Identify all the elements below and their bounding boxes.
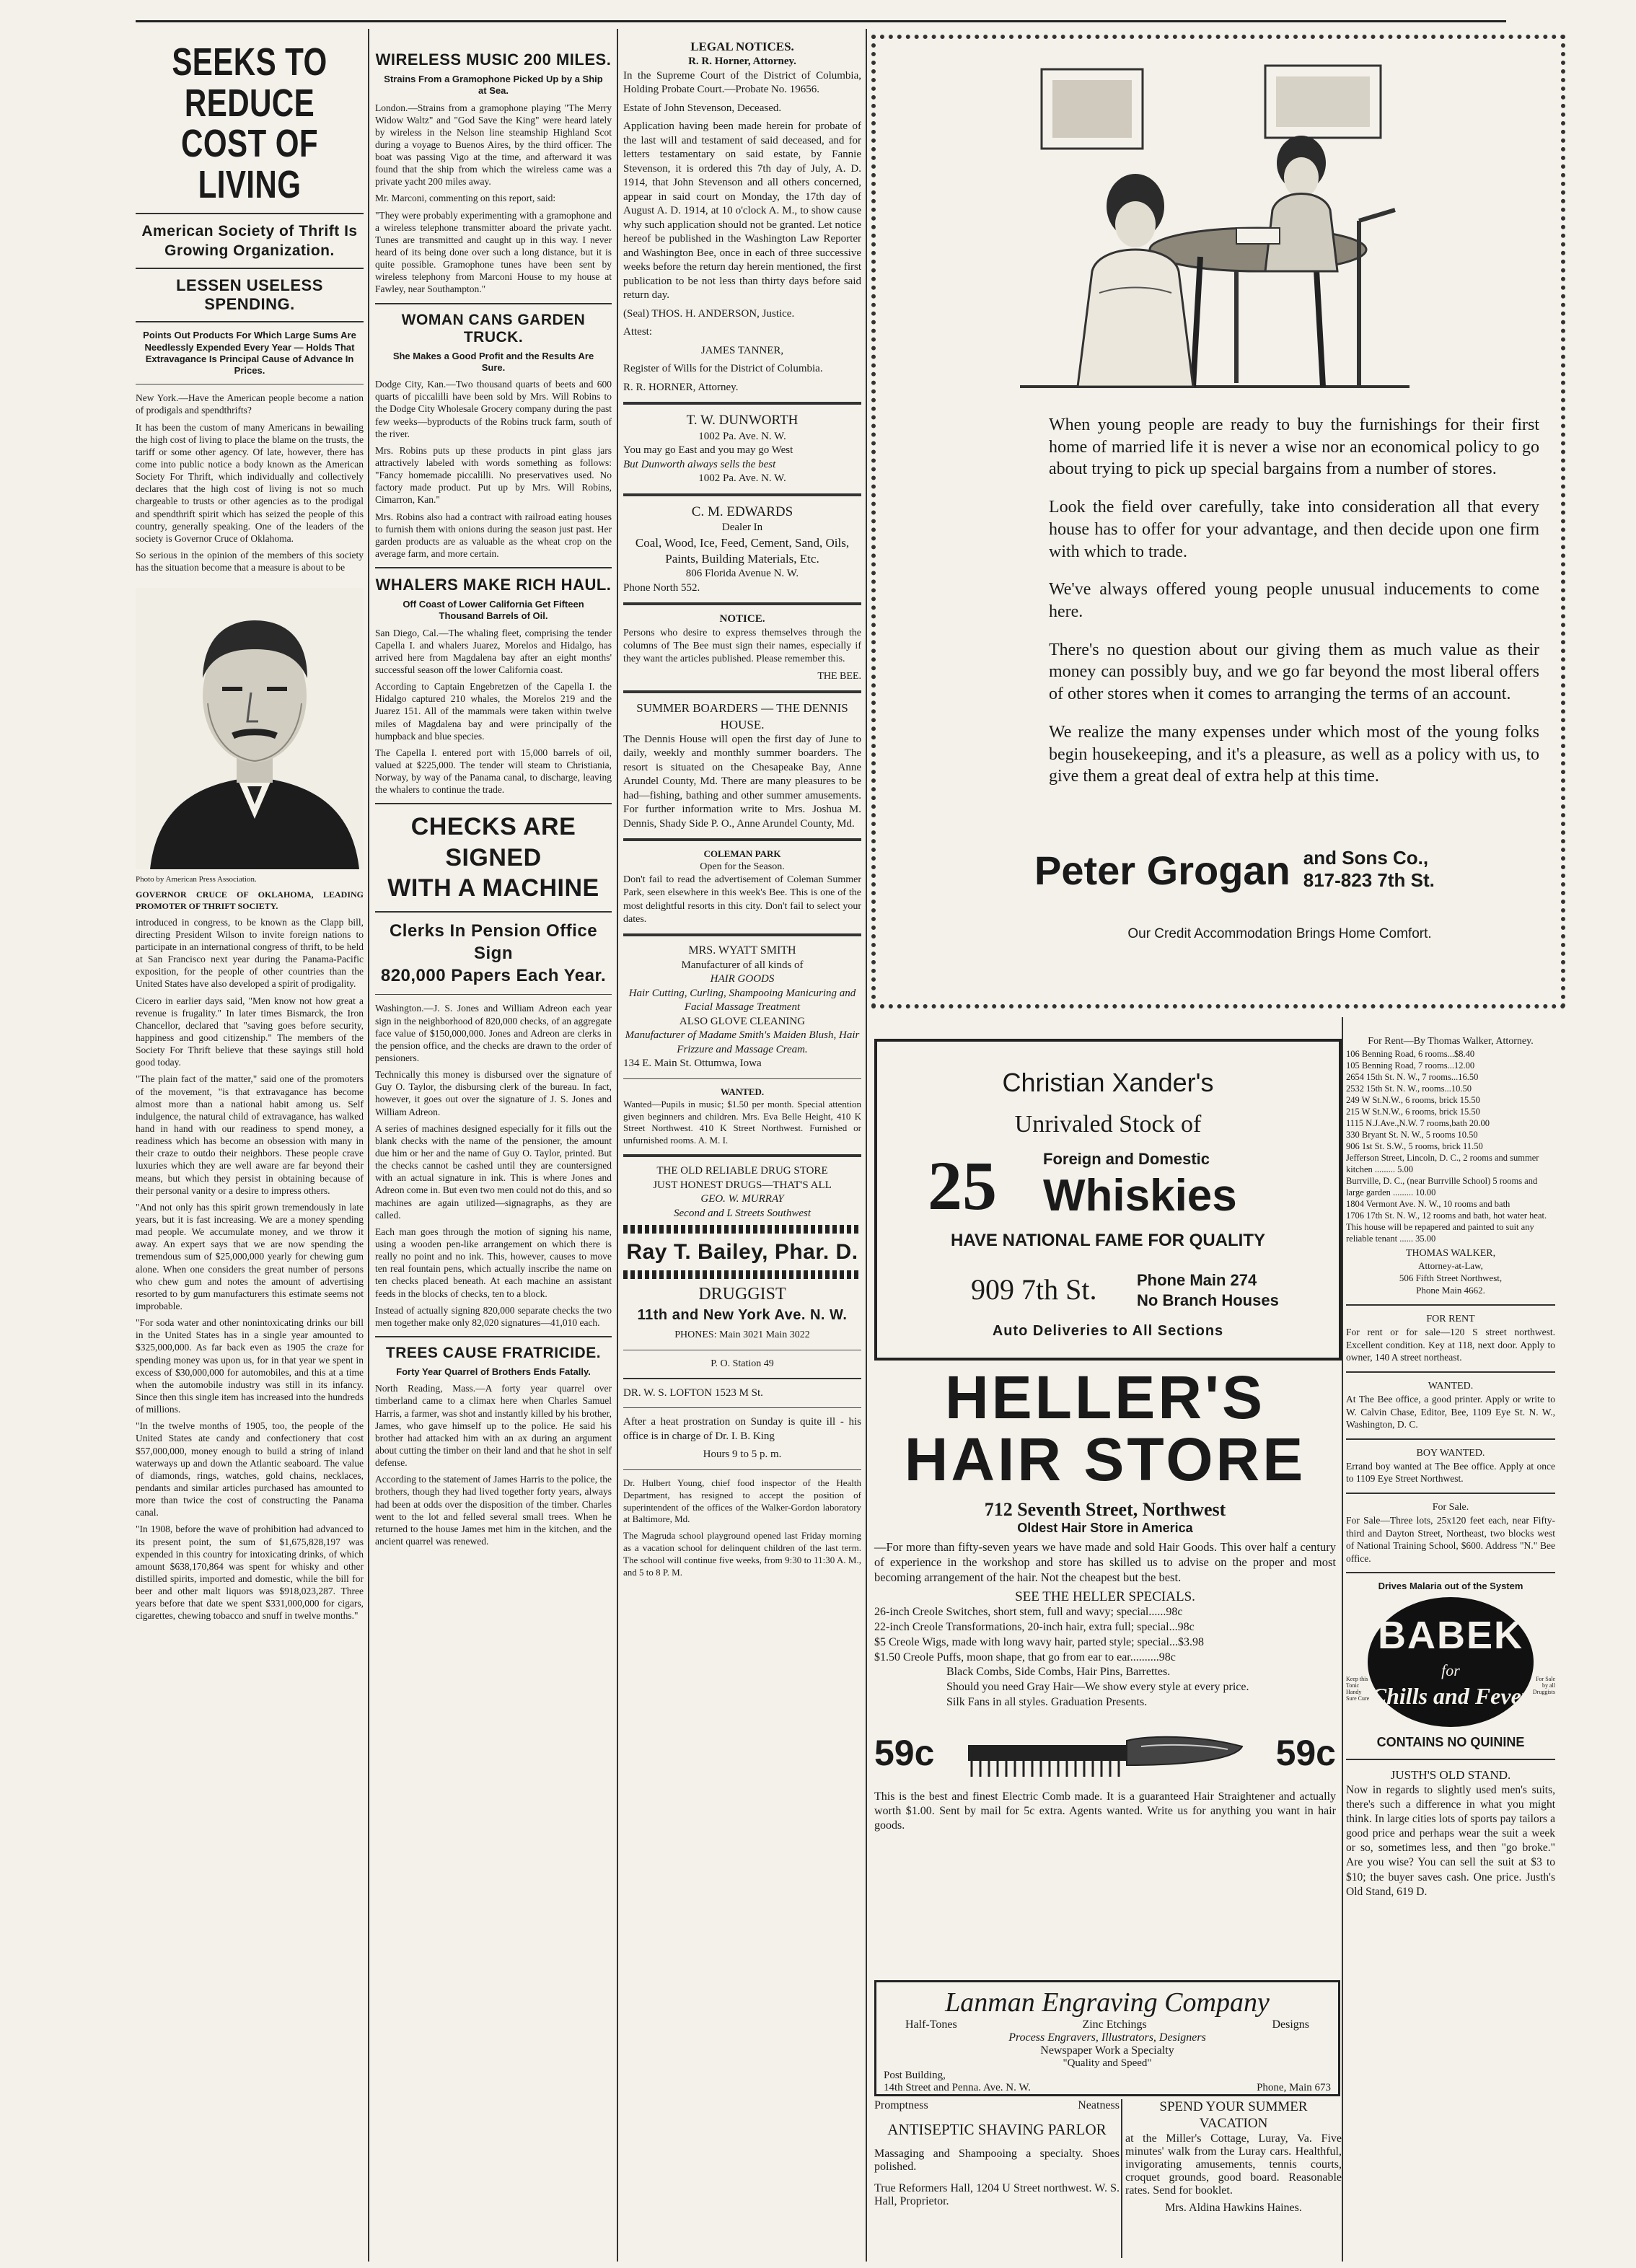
grogan-paragraph: We've always offered young people unusual inducements to come here. <box>1049 580 1539 622</box>
top-rule <box>136 20 1506 22</box>
xander-unrivaled: Unrivaled Stock of <box>1014 1111 1202 1138</box>
smith-address: 134 E. Main St. Ottumwa, Iowa <box>623 1058 762 1070</box>
heller-extra: Black Combs, Side Combs, Hair Pins, Barrettes. <box>946 1666 1171 1679</box>
rental-item: 105 Benning Road, 7 rooms...12.00 <box>1346 1060 1475 1071</box>
heller-ad <box>874 1363 1336 1973</box>
article-headline: WHALERS MAKE RICH HAUL. <box>375 576 612 594</box>
rental-item: Jefferson Street, Lincoln, D. C., 2 rooms and summer kitchen ......... 5.00 <box>1346 1153 1539 1175</box>
divider <box>1346 1759 1555 1760</box>
article-deck: Off Coast of Lower California Get Fifteen Thousand Barrels of Oil. <box>403 599 584 622</box>
vacation-body: at the Miller's Cottage, Luray, Va. Five minutes' walk from the Luray cars. Healthful, invigorating amusements, tennis courts, croquet grounds, good board. Reasonable rates. Send for booklet. <box>1125 2132 1342 2197</box>
divider <box>623 402 861 405</box>
bailey-address: 11th and New York Ave. N. W. <box>637 1307 848 1324</box>
article-subheadline: 820,000 Papers Each Year. <box>380 966 607 986</box>
wanted-heading: WANTED. <box>720 1086 765 1097</box>
subhead-2: LESSEN USELESS SPENDING. <box>176 276 323 314</box>
shave-address: True Reformers Hall, 1204 U Street northwest. W. S. Hall, Proprietor. <box>874 2182 1120 2208</box>
paragraph: "They were probably experimenting with a gramophone and a wireless telephone transmitter aboard the private yacht. Tunes are transmitted and caught up in this way. I never heard of its being done over such a long distance, but it is quite possible. Gramophone tunes have been sent by wireless telephony from Marconi House to my house at Fawley, near Southampton." <box>375 209 612 295</box>
shave-heading: ANTISEPTIC SHAVING PARLOR <box>887 2121 1107 2138</box>
drugstore-line: JUST HONEST DRUGS—THAT'S ALL <box>653 1179 832 1191</box>
bailey-name: Ray T. Bailey, Phar. D. <box>626 1240 858 1265</box>
grogan-paragraph: We realize the many expenses under which most of the young folks begin housekeeping, and it's a pleasure, as well as a policy with us, to give them a great deal of extra help at this time. <box>1049 722 1539 786</box>
boy-wanted-heading: BOY WANTED. <box>1416 1447 1485 1459</box>
paragraph: New York.—Have the American people become a nation of prodigals and spendthrifts? <box>136 392 364 416</box>
grogan-address: 817-823 7th St. <box>1303 869 1435 892</box>
article-headline: WOMAN CANS GARDEN TRUCK. <box>401 311 586 346</box>
boarders-heading: SUMMER BOARDERS — THE DENNIS HOUSE. <box>636 701 848 731</box>
paragraph: Cicero in earlier days said, "Men know not how great a revenue is frugality." In later times Bismarck, the Iron Chancellor, declared that "saving goes before security, happiness and good citizenship." The members of the Society For Thrift believe that these sayings still hold good today. <box>136 995 364 1068</box>
article-headline: WIRELESS MUSIC 200 MILES. <box>375 50 612 69</box>
headline-line-2: COST OF LIVING <box>181 122 318 207</box>
rental-item: 249 W St.N.W., 6 rooms, brick 15.50 <box>1346 1095 1480 1106</box>
paragraph: San Diego, Cal.—The whaling fleet, comprising the tender Capella I. and whalers Juarez, Morelos and Hidalgo, has arrived here from Magdalena bay after an eight months' successful season off the lower California coast. <box>375 627 612 675</box>
xander-foreign: Foreign and Domestic <box>1043 1150 1210 1168</box>
xander-fame: HAVE NATIONAL FAME FOR QUALITY <box>951 1231 1265 1250</box>
walker-address: 506 Fifth Street Northwest, <box>1399 1273 1503 1284</box>
rental-item: 1115 N.J.Ave.,N.W. 7 rooms,bath 20.00 <box>1346 1118 1490 1129</box>
paragraph: "For soda water and other nonintoxicating drinks our bill in the United States has in a single year amounted to $325,000,000. As far back even as 1905 the craze for spending money was upon us, for in that year we spent in excess of $30,000,000 for automobiles, and this at a time when the automobile industry was still in its infancy. Since then this single item has increased into the hundreds of millions. <box>136 1317 364 1415</box>
heller-comb-text: This is the best and finest Electric Comb made. It is a guaranteed Hair Straightener and actually worth $1.00. Sent by mail for 5c extra. Agents wanted. Write us for anything you want in hair goods. <box>874 1790 1336 1832</box>
dunworth-address-2: 1002 Pa. Ave. N. W. <box>698 472 786 485</box>
divider <box>136 321 364 322</box>
edwards-goods: Coal, Wood, Ice, Feed, Cement, Sand, Oils, Paints, Building Materials, Etc. <box>635 535 850 566</box>
heller-specials: SEE THE HELLER SPECIALS. <box>1015 1589 1195 1605</box>
smith-line: HAIR GOODS <box>710 973 775 985</box>
legal-court: In the Supreme Court of the District of Columbia, Holding Probate Court.—Probate No. 19656. <box>623 69 861 96</box>
rental-item: Burrville, D. C., (near Burrville School) 5 rooms and large garden ......... 10.00 <box>1346 1176 1538 1198</box>
divider <box>623 493 861 496</box>
lanman-service: Zinc Etchings <box>1082 2018 1147 2031</box>
smith-line: Manufacturer of Madame Smith's Maiden Blush, Hair Frizzure and Massage Cream. <box>625 1029 860 1055</box>
rental-item: 906 1st St. S.W., 5 rooms, brick 11.50 <box>1346 1141 1483 1152</box>
portrait-photo <box>136 588 364 869</box>
lofton-name: DR. W. S. LOFTON 1523 M St. <box>623 1386 763 1399</box>
bailey-po: P. O. Station 49 <box>711 1358 774 1369</box>
printer-wanted-body: At The Bee office, a good printer. Apply or write to W. Calvin Chase, Editor, Bee, 1109 Eye St. N. W., Washington, D. C. <box>1346 1394 1555 1430</box>
heller-name-2: HAIR STORE <box>904 1425 1306 1493</box>
vacation-ad <box>1125 2099 1342 2258</box>
rental-list <box>1346 1048 1555 1244</box>
paragraph: "And not only has this spirit grown tremendously in late years, but it is fast increasing. We are a money spending mad people. We accumulate money, and we throw it away. An expert says that we are now spending the tremendous sum of $25,000,000 yearly for chewing gum alone. When one considers the great number of persons who chew gum and notes the amount of advertising resorted to by gum manufacturers this estimate seems not improbable. <box>136 1201 364 1311</box>
smith-line: Manufacturer of all kinds of <box>681 959 804 971</box>
drugstore-line: THE OLD RELIABLE DRUG STORE <box>656 1165 828 1177</box>
heller-body: —For more than fifty-seven years we have made and sold Hair Goods. This over half a century of experience in the workshop and store has skilled us to advise on the proper and most becoming arrangement of the hair. Not the cheapest but the best. <box>874 1540 1336 1584</box>
paragraph: "In the twelve months of 1905, too, the people of the United States ate candy and confectionery that cost $57,000,000, money enough to build a string of inland waterways up and down the Atlantic seaboard. The value of diamonds, rings, watches, gold chains, necklaces, pendants and similar articles purchased has amounted to more than twice the cost of constructing the Panama canal. <box>136 1420 364 1518</box>
heller-extra: Should you need Gray Hair—We show every style at every price. <box>946 1681 1249 1694</box>
legal-tanner: JAMES TANNER, <box>700 344 784 356</box>
grogan-sons: and Sons Co., <box>1303 847 1429 869</box>
heller-oldest: Oldest Hair Store in America <box>1017 1521 1193 1536</box>
dunworth-address: 1002 Pa. Ave. N. W. <box>698 430 786 442</box>
column-rule <box>368 29 369 2262</box>
paragraph: Instead of actually signing 820,000 separate checks the two men together make only 82,020 signatures—41,010 each. <box>375 1304 612 1328</box>
sale-heading: For Sale. <box>1432 1501 1469 1513</box>
grogan-slogan: Our Credit Accommodation Brings Home Comfort. <box>1127 926 1432 941</box>
lanman-services <box>876 2018 1338 2031</box>
heller-price-right: 59c <box>1275 1732 1336 1773</box>
bailey-phones: PHONES: Main 3021 Main 3022 <box>674 1329 810 1341</box>
shave-body: Massaging and Shampooing a specialty. Shoes polished. <box>874 2148 1120 2174</box>
divider <box>375 303 612 304</box>
divider <box>623 838 861 841</box>
coleman-body: Don't fail to read the advertisement of Coleman Summer Park, seen elsewhere in this week's Bee. This is one of the most delightful resorts in this city. Don't fail to select your dates. <box>623 874 861 925</box>
paragraph: Mrs. Robins also had a contract with railroad eating houses to furnish them with onions during the season just past. Her garden products are as valuable as the wheat crop on the average farm, and more certain. <box>375 511 612 559</box>
paragraph: Mr. Marconi, commenting on this report, said: <box>375 193 556 204</box>
lanman-line: Newspaper Work a Specialty <box>1040 2044 1174 2057</box>
paragraph: North Reading, Mass.—A forty year quarrel over timberland came to a climax here when Charles Samuel Harris, a farmer, was shot and instantly killed by his brother, James, who gave himself up to the police. He said his brother had attacked him with an ax during an argument about cutting the timber on their land and that he shot in self defense. <box>375 1383 612 1469</box>
rental-item: 106 Benning Road, 6 rooms...$8.40 <box>1346 1049 1475 1060</box>
notice-body: Persons who desire to express themselves through the columns of The Bee must sign their names, especially if they want the articles published. Please remember this. <box>623 627 861 665</box>
paragraph: A series of machines designed especially for it fills out the blank checks with the name of the pensioner, the amount due him or her and the name of Guy O. Taylor, printed. But the checks cannot be cashed until they are countersigned with an actual signature in ink. This is where Jones and Adreon come in. But even two men could not do this, and so machines are again utilized—signagraphs, as they are called. <box>375 1122 612 1221</box>
babek-right-note: For Sale by all Druggists <box>1532 1676 1555 1695</box>
classifieds-column <box>1346 1035 1555 2262</box>
paragraph: According to Captain Engebretzen of the Capella I. the Hidalgo captured 210 whales, the Morelos 219 and the Juarez 151. All of the mammals were taken within twelve miles of Magdalena bay and were principally of the humpback and blue species. <box>375 681 612 742</box>
article-subheadline: Clerks In Pension Office Sign <box>389 920 598 964</box>
grogan-paragraph: Look the field over carefully, take into consideration all that every house has to offer for your advantage, and then decide upon one firm with which to trade. <box>1049 498 1539 561</box>
edwards-address: 806 Florida Avenue N. W. <box>685 568 799 580</box>
divider <box>375 803 612 804</box>
babek-ad <box>1346 1597 1555 1734</box>
xander-nobranch: No Branch Houses <box>1137 1291 1279 1309</box>
divider <box>136 268 364 269</box>
lanman-ad <box>874 1980 1340 2096</box>
divider <box>1346 1304 1555 1306</box>
rental-item: 1706 17th St. N. W., 12 rooms and bath, hot water heat. This house will be repapered and painted to suit any reliable tenant ...... 35.00 <box>1346 1210 1547 1244</box>
sale-body: For Sale—Three lots, 25x120 feet each, near Fifty-third and Dayton Street, Northeast, two blocks west of National Training School, $600. Address "N." Bee office. <box>1346 1515 1555 1564</box>
legal-heading: LEGAL NOTICES. <box>690 40 794 53</box>
vacation-heading: SPEND YOUR SUMMER VACATION <box>1159 2099 1308 2131</box>
walker-title: Attorney-at-Law, <box>1418 1260 1483 1272</box>
wanted-body: Wanted—Pupils in music; $1.50 per month. Special attention given beginners and children. Mrs. Eva Belle Height, 410 K Street Northwest. 410 K Street Northwest. Furnished or unfurnished rooms. A. M. I. <box>623 1098 861 1146</box>
divider <box>623 1078 861 1079</box>
heller-item: 22-inch Creole Transformations, 20-inch hair, extra full; special...98c <box>874 1621 1195 1634</box>
smith-line: ALSO GLOVE CLEANING <box>679 1015 806 1027</box>
divider <box>1346 1438 1555 1440</box>
paragraph: Dodge City, Kan.—Two thousand quarts of beets and 600 quarts of piccalilli have been sold by Mrs. Will Robins to the Dodge City Wholesale Grocery company during the past few weeks—byproducts of the Robins truck farm, south of the river. <box>375 379 612 439</box>
babek-top: Drives Malaria out of the System <box>1378 1581 1523 1592</box>
shave-tag: Neatness <box>1078 2099 1120 2111</box>
legal-horner: R. R. HORNER, Attorney. <box>623 381 739 393</box>
article-headline: CHECKS ARE SIGNED <box>410 813 576 871</box>
walker-phone: Phone Main 4662. <box>1416 1285 1485 1296</box>
divider <box>1346 1572 1555 1573</box>
smith-line: Hair Cutting, Curling, Shampooing Manicuring and Facial Massage Treatment <box>628 987 856 1014</box>
paragraph: It has been the custom of many Americans in bewailing the high cost of living to place the blame on the trusts, the tariff or some other agency. Of late, however, there has come into public notice a body known as the American Society For Thrift, which individually and collectively declares that the high cost of living is not so much chargeable to trusts or other agencies as to the prodigal and spendthrift spirit which has seized the people of this country, generally speaking. One of the leaders of the society is Governor Cruce of Oklahoma. <box>136 421 364 544</box>
lofton-hours: Hours 9 to 5 p. m. <box>703 1449 782 1461</box>
xander-phone: Phone Main 274 <box>1137 1271 1257 1289</box>
edwards-name: C. M. EDWARDS <box>691 504 793 519</box>
divider <box>136 213 364 214</box>
rental-item: 330 Bryant St. N. W., 5 rooms 10.50 <box>1346 1130 1478 1140</box>
forrent-heading: FOR RENT <box>1426 1314 1475 1325</box>
subhead-1a: American Society of Thrift Is <box>141 222 358 239</box>
column-1 <box>136 29 364 2262</box>
lanman-footer <box>876 2082 1338 2094</box>
babek-for: for <box>1441 1661 1460 1680</box>
article-headline: TREES CAUSE FRATRICIDE. <box>385 1344 602 1361</box>
coleman-heading: COLEMAN PARK <box>703 848 781 860</box>
lanman-phone: Phone, Main 673 <box>1257 2082 1331 2093</box>
ornament-bar <box>623 1270 861 1279</box>
paragraph: "In 1908, before the wave of prohibition had advanced to its present point, the sum of $1,675,828,197 was expended in this country for intoxicating drinks, of which amount $638,170,864 was spent for whisky and other distilled spirits, imported and domestic, while the bill for beer and other malt liquors was $918,023,287. Three years before that date we spent $331,000,000 for cigars, cigarettes, chewing tobacco and snuff in twelve months." <box>136 1524 364 1622</box>
lofton-body: After a heat prostration on Sunday is quite ill - his office is in charge of Dr. I. B. King <box>623 1416 861 1442</box>
shave-taglines <box>874 2099 1120 2112</box>
justh-heading: JUSTH'S OLD STAND. <box>1390 1767 1511 1782</box>
boarders-body: The Dennis House will open the first day of June to daily, weekly and monthly summer boarders. The resort is situated on the Chesapeake Bay, Anne Arundel County, Md. There are many pleasures to be had—fishing, bathing and other summer amusements. For further information write to Mrs. Joshua M. Dennis, Shady Side P. O., Anne Arundel County, Md. <box>623 733 861 830</box>
xander-number: 25 <box>928 1147 997 1224</box>
legal-body: Application having been made herein for probate of the last will and testament of said deceased, and for letters testamentary on said estate, by Fannie Stevenson, it is ordered this 7th day of July, A. D. 1914, that John Stevenson and all others concerned, appear in said court on Monday, the 17th day of August A. D. 1914, at 10 o'clock A. M., to show cause why such application should not be granted. Let notice hereof be published in the Washington Law Reporter and Washington Bee, once in each of three successive weeks before the return day herein mentioned, the first publication to be not less than thirty days before said return day. <box>623 120 861 302</box>
electric-comb-icon <box>961 1725 1249 1783</box>
walker-sign: THOMAS WALKER, <box>1405 1248 1496 1260</box>
lanman-line: Process Engravers, Illustrators, Designers <box>1008 2031 1206 2044</box>
divider <box>623 1378 861 1379</box>
grogan-paragraph: There's no question about our giving them as much value as their money can possibly buy, and we go far beyond the most liberal offers of other stores when it comes to arranging the terms of an account. <box>1049 640 1539 704</box>
heller-name-1: HELLER'S <box>944 1363 1265 1431</box>
xander-address: 909 7th St. <box>971 1273 1097 1306</box>
grogan-text <box>1049 414 1539 792</box>
divider <box>623 933 861 936</box>
heller-comb-row <box>874 1718 1336 1790</box>
divider <box>375 567 612 568</box>
grogan-paragraph: When young people are ready to buy the furnishings for their first home of married life it is never a wise nor an economical policy to go about trying to pick up special bargains from a number of stores. <box>1049 416 1539 479</box>
divider <box>1346 1493 1555 1494</box>
lanman-line: "Quality and Speed" <box>1063 2057 1152 2069</box>
walker-heading: For Rent—By Thomas Walker, Attorney. <box>1368 1036 1534 1047</box>
babek-chills: Chills and Fever <box>1371 1683 1531 1710</box>
parlor-scene <box>1020 55 1409 401</box>
heller-items <box>874 1605 1336 1665</box>
magruda-body: The Magruda school playground opened last Friday morning as a vacation school for delinquent children of the last term. The school will continue five weeks, from 9:30 to 11:30 A. M., and 5 to 8 P. M. <box>623 1530 861 1578</box>
paragraph: Mrs. Robins puts up these products in pint glass jars attractively labeled with words something as follows: "Fancy homemade piccalilli. No preservatives used. No factory made product. Put up by Mrs. Will Robins, Cimarron, Kan." <box>375 444 612 506</box>
article-deck: She Makes a Good Profit and the Results Are Sure. <box>392 350 594 373</box>
vacation-signature: Mrs. Aldina Hawkins Haines. <box>1165 2201 1302 2214</box>
rental-item: 2654 15th St. N. W., 7 rooms...16.50 <box>1346 1072 1479 1083</box>
column-rule <box>866 29 867 2262</box>
babek-name: BABEK <box>1377 1614 1523 1658</box>
divider <box>1346 1371 1555 1373</box>
justh-body: Now in regards to slightly used men's suits, there's such a difference in what you might think. In large cities lots of sports pay tailors a good price and perhaps wear the suit a week or so, sometimes less, and then "go broke." Are you wise? You can sell the suit at $3 to $10; the buyer saves cash. One price. Justh's Old Stand, 619 D. <box>1346 1783 1555 1898</box>
xander-ad <box>874 1039 1342 1361</box>
ornament-bar <box>623 1225 861 1234</box>
heller-price-left: 59c <box>874 1732 935 1773</box>
divider <box>623 1407 861 1408</box>
paragraph: Technically this money is disbursed over the signature of Guy O. Taylor, the disbursing clerk of the bureau. In fact, however, it goes out over the signature of J. S. Jones and William Adreon. <box>375 1069 612 1117</box>
lanman-service: Half-Tones <box>905 2018 957 2031</box>
dunworth-name: T. W. DUNWORTH <box>686 413 799 428</box>
forrent-body: For rent or for sale—120 S street northwest. Excellent condition. Key at 118, next door. Apply to owner, 140 A street northeast. <box>1346 1327 1555 1363</box>
lanman-service: Designs <box>1272 2018 1309 2031</box>
legal-estate: Estate of John Stevenson, Deceased. <box>623 102 782 114</box>
xander-auto: Auto Deliveries to All Sections <box>992 1323 1224 1339</box>
article-headline: WITH A MACHINE <box>387 874 599 902</box>
divider <box>375 911 612 913</box>
column-3 <box>623 29 861 2262</box>
portrait-illustration <box>136 588 364 869</box>
babek-left-note: Keep this Tonic Handy Sure Cure <box>1346 1676 1370 1702</box>
coleman-sub: Open for the Season. <box>700 861 785 872</box>
legal-attorney: R. R. Horner, Attorney. <box>688 56 796 68</box>
divider <box>623 1469 861 1470</box>
headline-line-1: SEEKS TO REDUCE <box>172 40 327 125</box>
heller-address: 712 Seventh Street, Northwest <box>984 1499 1226 1521</box>
notice-heading: NOTICE. <box>719 613 765 625</box>
legal-register: Register of Wills for the District of Columbia. <box>623 363 823 375</box>
dunworth-body: You may go East and you may go West <box>623 444 793 457</box>
dunworth-body-2: But Dunworth always sells the best <box>623 458 776 470</box>
grogan-signature <box>1034 847 1539 894</box>
paragraph: London.—Strains from a gramophone playing "The Merry Widow Waltz" and "God Save the King" were heard lately by wireless in the Nelson line steamship Highland Scot during a voyage to Buenos Aires, by the third officer. The boat was passing Vigo at the time, and afterward it was found that the ship from which the wireless came was a private yacht 200 miles away. <box>375 102 612 188</box>
grogan-name: Peter Grogan <box>1034 848 1290 893</box>
divider <box>375 994 612 995</box>
photo-credit: Photo by American Press Association. <box>136 875 257 884</box>
heller-item: $5 Creole Wigs, made with long wavy hair, parted style; special...$3.98 <box>874 1635 1204 1648</box>
rental-item: 1804 Vermont Ave. N. W., 10 rooms and bath <box>1346 1199 1510 1210</box>
paragraph: According to the statement of James Harris to the police, the brothers, though they had lived together forty years, always had been at odds over the disposition of the timber. Charles went to the lot and felled several small trees. When he returned to the house James met him in the kitchen, and the ancient quarrel was renewed. <box>375 1474 612 1547</box>
paragraph: "The plain fact of the matter," said one of the promoters of the movement, "is that extravagance has become almost more than a national habit among us. Self indulgence, the natural child of extravagance, has walked hand in hand with our readiness to spend money, a readiness which has become an obsession with many in their craze to outdo their neighbors. These people crave luxuries which they are well aware are far beyond their means, but which they persist in obtaining because of their personal vanity or a desire to impress others. <box>136 1073 364 1196</box>
heller-item: 26-inch Creole Switches, short stem, full and wavy; special......98c <box>874 1606 1183 1619</box>
article-deck: Strains From a Gramophone Picked Up by a Ship at Sea. <box>384 74 603 97</box>
article-deck: Forty Year Quarrel of Brothers Ends Fatally. <box>396 1366 591 1377</box>
divider <box>375 1336 612 1337</box>
rental-item: 215 W St.N.W., 6 rooms, brick 15.50 <box>1346 1107 1480 1117</box>
paragraph: The Capella I. entered port with 15,000 barrels of oil, valued at $225,000. The tender will steam to Christiania, Norway, by way of the Panama canal, to discharge, leaving the whalers to continue the trade. <box>375 747 612 796</box>
heller-extras <box>874 1665 1336 1710</box>
column-rule <box>617 29 618 2262</box>
bailey-druggist: DRUGGIST <box>698 1285 786 1304</box>
heller-item: $1.50 Creole Puffs, moon shape, that go from ear to ear..........98c <box>874 1651 1176 1663</box>
divider <box>623 690 861 693</box>
column-rule <box>1342 1017 1343 2262</box>
subhead-1b: Growing Organization. <box>164 242 335 260</box>
shaving-ad <box>874 2099 1120 2258</box>
printer-wanted-heading: WANTED. <box>1428 1380 1474 1392</box>
column-rule <box>1121 2099 1122 2258</box>
divider <box>623 1154 861 1157</box>
deck: Points Out Products For Which Large Sums Are Needlessly Expended Every Year — Holds That Extravagance Is Principal Cause of Advance In Prices. <box>143 330 356 377</box>
paragraph: Each man goes through the motion of signing his name, using a wooden pen-like arrangement on which there is really no point and no ink. This, however, causes to move ten real fountain pens, which actually inscribe the name on ten checks placed beneath. At each machine an assistant feeds in the blocks of checks, ten to a block. <box>375 1226 612 1299</box>
xander-whiskies: Whiskies <box>1043 1171 1237 1221</box>
legal-attest: Attest: <box>623 326 652 338</box>
shave-tag: Promptness <box>874 2099 928 2111</box>
grogan-ad <box>871 35 1565 1008</box>
paragraph: Washington.—J. S. Jones and William Adreon each year sign in the neighborhood of 820,000 checks, of an aggregate face value of $150,000,000. Jones and Adreon are clerks in the pension office, and the checks are drawn to the order of pensioners. <box>375 1003 612 1064</box>
lanman-name: Lanman Engraving Company <box>945 1987 1270 2018</box>
divider <box>623 602 861 605</box>
drugstore-line: Second and L Streets Southwest <box>674 1207 811 1219</box>
notice-signature: THE BEE. <box>817 671 861 682</box>
babek-oval <box>1368 1597 1534 1727</box>
photo-caption: GOVERNOR CRUCE OF OKLAHOMA, LEADING PROMOTER OF THRIFT SOCIETY. <box>136 889 364 911</box>
legal-seal: (Seal) THOS. H. ANDERSON, Justice. <box>623 307 795 320</box>
paragraph: introduced in congress, to be known as the Clapp bill, directing President Wilson to invite foreign nations to participate in an international congress of thrift, to be held at San Francisco next year during the Panama-Pacific exposition, for the people of other countries than the United States have also developed a spirit of prodigality. <box>136 916 364 990</box>
lanman-line: Post Building, <box>884 2070 946 2081</box>
rental-item: 2532 15th St. N. W., rooms...10.50 <box>1346 1084 1472 1094</box>
young-body: Dr. Hulbert Young, chief food inspector of the Health Department, has resigned to accept the position of superintendent of the offices of the Walker-Gordon laboratory at Baltimore, Md. <box>623 1477 861 1525</box>
parlor-illustration <box>1020 55 1409 401</box>
heller-extra: Silk Fans in all styles. Graduation Presents. <box>946 1696 1148 1708</box>
paragraph: So serious in the opinion of the members of this society has the situation become that a measure is about to be <box>136 550 364 573</box>
xander-name: Christian Xander's <box>1002 1068 1214 1097</box>
quinine-note: CONTAINS NO QUININE <box>1376 1735 1525 1750</box>
edwards-dealer: Dealer In <box>721 522 763 534</box>
boy-wanted-body: Errand boy wanted at The Bee office. Apply at once to 1109 Eye Street Northwest. <box>1346 1460 1555 1485</box>
lanman-address: 14th Street and Penna. Ave. N. W. <box>884 2082 1031 2093</box>
smith-name: MRS. WYATT SMITH <box>688 944 796 957</box>
drugstore-line: GEO. W. MURRAY <box>700 1193 784 1205</box>
column-2 <box>375 29 612 2262</box>
edwards-phone: Phone North 552. <box>623 581 700 594</box>
